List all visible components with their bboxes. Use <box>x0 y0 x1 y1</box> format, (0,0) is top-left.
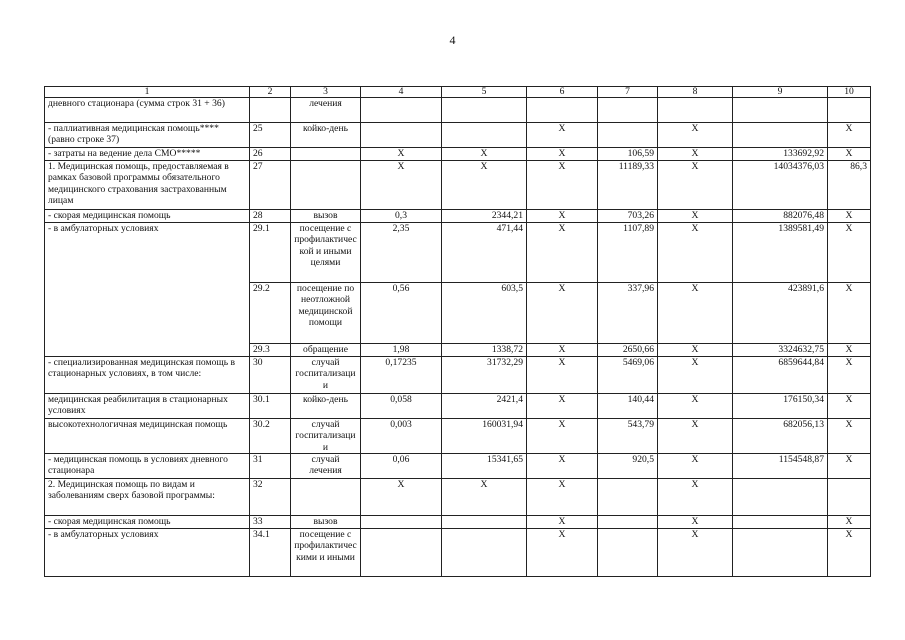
table-cell: обращение <box>291 344 361 357</box>
table-row <box>45 515 871 528</box>
table-cell: 6859644,84 <box>733 357 828 394</box>
table-cell: 1107,89 <box>598 223 658 283</box>
table-cell: - медицинская помощь в условиях дневного стационара <box>45 453 250 478</box>
header-row <box>45 87 871 98</box>
column-header: 1 <box>45 87 250 98</box>
table-cell: X <box>527 123 598 148</box>
table-cell: 2421,4 <box>442 394 527 419</box>
table-row <box>45 478 871 515</box>
table-cell <box>598 98 658 123</box>
column-header: 7 <box>598 87 658 98</box>
table-cell: 603,5 <box>442 283 527 344</box>
table-cell: X <box>527 283 598 344</box>
table-cell: 2344,21 <box>442 210 527 223</box>
table-cell: посещение с профилактической и иными целями <box>291 223 361 283</box>
table-cell <box>361 515 442 528</box>
table-cell: - скорая медицинская помощь <box>45 210 250 223</box>
table-row <box>45 394 871 419</box>
table-row <box>45 453 871 478</box>
table-cell: 140,44 <box>598 394 658 419</box>
table-cell: медицинская реабилитация в стационарных условиях <box>45 394 250 419</box>
table-cell: X <box>361 478 442 515</box>
table-cell: X <box>828 123 871 148</box>
table-cell: 30 <box>250 357 291 394</box>
table-row <box>45 419 871 454</box>
table-cell: 11189,33 <box>598 161 658 210</box>
column-header: 8 <box>658 87 733 98</box>
table-cell: 30.1 <box>250 394 291 419</box>
table-cell <box>733 478 828 515</box>
data-table <box>44 86 871 577</box>
table-cell: 5469,06 <box>598 357 658 394</box>
table-cell: - в амбулаторных условиях <box>45 528 250 576</box>
table-cell: 2,35 <box>361 223 442 283</box>
table-cell: X <box>828 148 871 161</box>
table-cell: 14034376,03 <box>733 161 828 210</box>
table-cell: случай госпитализации <box>291 357 361 394</box>
table-cell <box>828 478 871 515</box>
table-cell: X <box>361 161 442 210</box>
table-cell: 0,06 <box>361 453 442 478</box>
table-cell: X <box>527 210 598 223</box>
table-cell: - затраты на ведение дела СМО***** <box>45 148 250 161</box>
table-cell <box>361 528 442 576</box>
table-cell: 920,5 <box>598 453 658 478</box>
column-header: 5 <box>442 87 527 98</box>
table-cell: X <box>527 161 598 210</box>
table-cell: X <box>658 161 733 210</box>
column-header: 4 <box>361 87 442 98</box>
table-cell <box>442 98 527 123</box>
table-cell: 160031,94 <box>442 419 527 454</box>
table-cell: 682056,13 <box>733 419 828 454</box>
table-cell: X <box>527 419 598 454</box>
table-cell <box>598 528 658 576</box>
table-cell: X <box>828 394 871 419</box>
table-cell: X <box>527 148 598 161</box>
table-row <box>45 223 871 283</box>
table-cell: 27 <box>250 161 291 210</box>
table-cell: случай лечения <box>291 453 361 478</box>
table-row <box>45 357 871 394</box>
table-cell: 0,058 <box>361 394 442 419</box>
table-cell: X <box>442 478 527 515</box>
table-cell: 0,3 <box>361 210 442 223</box>
table-cell <box>733 123 828 148</box>
table-cell: X <box>442 161 527 210</box>
table-cell: X <box>658 515 733 528</box>
table-cell: X <box>361 148 442 161</box>
table-cell <box>527 98 598 123</box>
table-cell: высокотехнологичная медицинская помощь <box>45 419 250 454</box>
table-cell <box>442 515 527 528</box>
table-cell <box>291 161 361 210</box>
table-cell: - скорая медицинская помощь <box>45 515 250 528</box>
table-cell: 2650,66 <box>598 344 658 357</box>
table-cell: X <box>828 357 871 394</box>
table-cell: X <box>828 419 871 454</box>
table-cell: 30.2 <box>250 419 291 454</box>
table-cell: 423891,6 <box>733 283 828 344</box>
column-header: 9 <box>733 87 828 98</box>
table-cell: X <box>658 478 733 515</box>
table-cell <box>598 478 658 515</box>
table-cell: 1338,72 <box>442 344 527 357</box>
table-cell: X <box>658 283 733 344</box>
table-cell: 471,44 <box>442 223 527 283</box>
table-cell: 29.2 <box>250 283 291 344</box>
table-cell: X <box>828 283 871 344</box>
table-cell: X <box>658 148 733 161</box>
table-cell: дневного стационара (сумма строк 31 + 36) <box>45 98 250 123</box>
table-cell: 1154548,87 <box>733 453 828 478</box>
table-cell <box>361 123 442 148</box>
table-cell: вызов <box>291 210 361 223</box>
table-cell: X <box>527 478 598 515</box>
table-cell <box>250 98 291 123</box>
table-cell: X <box>527 394 598 419</box>
column-header: 6 <box>527 87 598 98</box>
table-cell <box>658 98 733 123</box>
table-cell <box>291 478 361 515</box>
table-cell: 26 <box>250 148 291 161</box>
table-cell: X <box>527 528 598 576</box>
table-cell <box>598 515 658 528</box>
table-cell <box>291 148 361 161</box>
table-cell: X <box>658 453 733 478</box>
table-cell: X <box>658 223 733 283</box>
table-cell: X <box>828 344 871 357</box>
table-cell: X <box>658 357 733 394</box>
table-cell: 31 <box>250 453 291 478</box>
table-cell <box>442 528 527 576</box>
table-cell: койко-день <box>291 394 361 419</box>
table-cell: X <box>527 223 598 283</box>
table-cell: 34.1 <box>250 528 291 576</box>
table-cell: X <box>527 453 598 478</box>
table-cell: - паллиативная медицинская помощь**** (равно строке 37) <box>45 123 250 148</box>
table-cell: 2. Медицинская помощь по видам и заболеваниям сверх базовой программы: <box>45 478 250 515</box>
table-cell: 0,003 <box>361 419 442 454</box>
table-cell: 86,3 <box>828 161 871 210</box>
table-cell: X <box>658 528 733 576</box>
table-cell: 28 <box>250 210 291 223</box>
table-cell: X <box>527 344 598 357</box>
page-number: 4 <box>449 33 456 47</box>
table-row <box>45 528 871 576</box>
table-cell: посещение с профилактическими и иными <box>291 528 361 576</box>
table-cell: 25 <box>250 123 291 148</box>
table-cell: 29.1 <box>250 223 291 283</box>
table-cell: 337,96 <box>598 283 658 344</box>
table-cell: X <box>828 223 871 283</box>
table-cell <box>598 123 658 148</box>
table-cell <box>442 123 527 148</box>
table-cell: X <box>527 515 598 528</box>
table-cell: койко-день <box>291 123 361 148</box>
table-row <box>45 210 871 223</box>
table-cell <box>361 98 442 123</box>
table-cell: 32 <box>250 478 291 515</box>
table-cell: X <box>828 453 871 478</box>
table-cell: 703,26 <box>598 210 658 223</box>
table-cell: 33 <box>250 515 291 528</box>
table-row <box>45 148 871 161</box>
table-cell: X <box>658 210 733 223</box>
table-cell: X <box>527 357 598 394</box>
table-cell <box>733 515 828 528</box>
table-cell: X <box>658 344 733 357</box>
table-cell: 31732,29 <box>442 357 527 394</box>
table-cell <box>828 98 871 123</box>
column-header: 2 <box>250 87 291 98</box>
table-cell: - в амбулаторных условиях <box>45 223 250 357</box>
table-cell: 29.3 <box>250 344 291 357</box>
table-cell: 882076,48 <box>733 210 828 223</box>
table-cell <box>733 528 828 576</box>
table-cell: X <box>828 528 871 576</box>
table-cell: вызов <box>291 515 361 528</box>
table-cell: 543,79 <box>598 419 658 454</box>
table-cell: X <box>828 515 871 528</box>
table-cell: 0,17235 <box>361 357 442 394</box>
table-cell: случай госпитализации <box>291 419 361 454</box>
table-cell: 1,98 <box>361 344 442 357</box>
table-row <box>45 98 871 123</box>
table-cell <box>733 98 828 123</box>
column-header: 3 <box>291 87 361 98</box>
table-cell: X <box>442 148 527 161</box>
table-cell: X <box>658 394 733 419</box>
table-cell: 176150,34 <box>733 394 828 419</box>
table-row <box>45 161 871 210</box>
table-cell: 106,59 <box>598 148 658 161</box>
table-cell: X <box>658 123 733 148</box>
table-cell: 133692,92 <box>733 148 828 161</box>
table-cell: X <box>828 210 871 223</box>
table-cell: 3324632,75 <box>733 344 828 357</box>
table-cell: посещение по неотложной медицинской помощи <box>291 283 361 344</box>
table-cell: лечения <box>291 98 361 123</box>
table-cell: X <box>658 419 733 454</box>
column-header: 10 <box>828 87 871 98</box>
table-cell: 1. Медицинская помощь, предоставляемая в рамках базовой программы обязательного медицинского страхования застрахованным лицам <box>45 161 250 210</box>
table-cell: 1389581,49 <box>733 223 828 283</box>
table-row <box>45 123 871 148</box>
table-cell: 15341,65 <box>442 453 527 478</box>
table-cell: - специализированная медицинская помощь в стационарных условиях, в том числе: <box>45 357 250 394</box>
table-cell: 0,56 <box>361 283 442 344</box>
